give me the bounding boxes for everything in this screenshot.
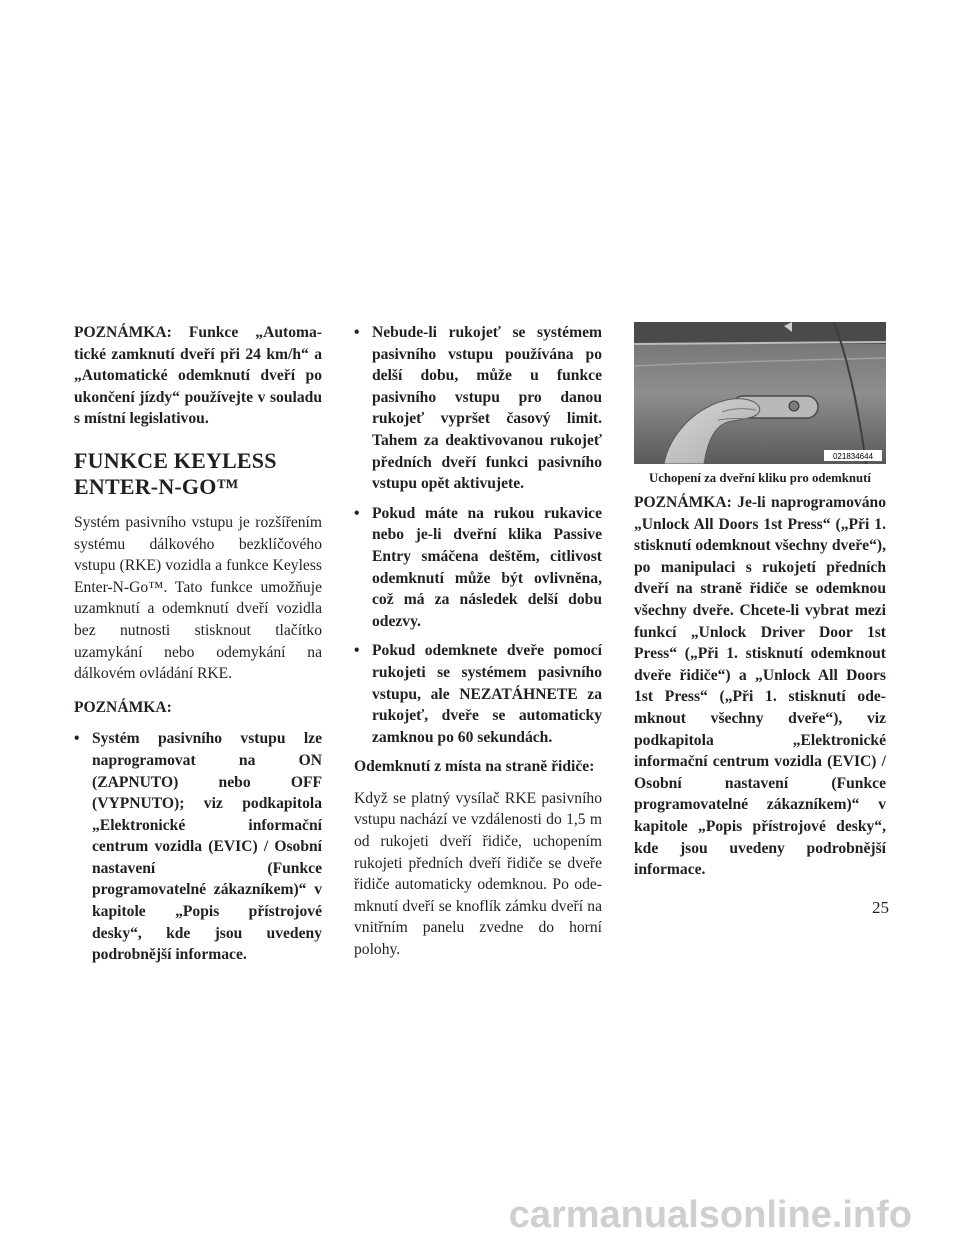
subheading-driver-unlock: Odemknutí z místa na straně řidiče: — [354, 758, 595, 776]
column-left — [74, 322, 322, 974]
door-handle-illustration-icon — [634, 322, 886, 464]
column-middle — [354, 322, 602, 961]
bullet-list-middle — [354, 322, 602, 748]
figure-code: 021834644 — [832, 452, 874, 461]
bullet-list-left — [74, 728, 322, 966]
watermark-text: carmanualsonline.info — [508, 1194, 912, 1236]
list-item: • Nebude-li rukojeť se systémem pasivního vstupu používána po delší dobu, může u funkce pasivního vstupu pro danou rukojeť vypršet časový limit. Tahem za deaktivovanou rukojeť předních dveří funkci pasivního vstupu opět aktivujete. — [354, 324, 602, 493]
figure-caption: Uchopení za dveřní kliku pro odemknutí — [649, 471, 871, 485]
note-auto-lock: POZNÁMKA: Funkce „Automatické zamknutí dveří při 24 km/h“ a „Automatické odemknutí dveří po ukončení jízdy“ používejte v souladu s místní legislativou. — [74, 324, 322, 428]
note-unlock-all-doors: POZNÁMKA: Je-li naprogramováno „Unlock All Doors 1st Press“ („Při 1. stisknutí odemknout všechny dveře“), po manipulaci s rukojetí předních dveří na straně řidiče se odemknou všechny dveře. Chcete-li vybrat mezi funkcí „Unlock Driver Door 1st Press“ („Při 1. stisknutí odemknout dveře řidiče“) a „Unlock All Doors 1st Press“ („Při 1. stisknutí odemknout všechny dveře“), viz podkapitola „Elektronické informační centrum vozidla (EVIC) / Osobní nastavení (Funkce programovatelné zákazníkem)“ v kapitole „Popis přístrojové desky“, kde jsou uvedeny podrobnější informace. — [634, 494, 886, 879]
section-heading-keyless: FUNKCE KEYLESS ENTER-N-GO™ — [74, 447, 277, 499]
paragraph-driver-unlock: Když se platný vysílač RKE pasivního vstupu nachází ve vzdálenosti do 1,5 m od rukojeti dveří řidiče, uchopením rukojeti předních dveří řidiče se dveře řidiče automaticky odemknou. Po odemknutí dveří se knoflík zámku dveří na vnitřním panelu zvedne do horní polohy. — [354, 789, 602, 959]
column-right — [634, 322, 886, 881]
bullet-icon: • — [74, 730, 80, 748]
bullet-icon: • — [354, 504, 360, 522]
door-handle-figure — [634, 322, 886, 464]
watermark — [0, 1192, 960, 1242]
paragraph-passive-entry: Systém pasivního vstupu je rozšířením systému dálkového bezklíčového vstupu (RKE) vozidla a funkce Keyless Enter-N-Go™. Tato funkce umožňuje uzamknutí a odemknutí dveří vozidla bez nutnosti stisknout tlačítko uzamykání nebo odemykání na dálkovém ovládání RKE. — [74, 513, 322, 683]
page-number: 25 — [872, 898, 889, 917]
list-item: • Pokud odemknete dveře pomocí rukojeti se systémem pasivního vstupu, ale NEZATÁHNETE za rukojeť, dveře se automaticky zamknou po 60 sekundách. — [354, 642, 602, 746]
note-label: POZNÁMKA: — [74, 698, 172, 716]
bullet-icon: • — [354, 324, 360, 341]
list-item: • Systém pasivního vstupu lze naprogramovat na ON (ZAPNUTO) nebo OFF (VYPNUTO); viz podkapitola „Elektronické informační centrum vozidla (EVIC) / Osobní nastavení (Funkce programovatelné zákazníkem)“ v kapitole „Popis přístrojové desky“, kde jsou uvedeny podrobnější informace. — [74, 730, 322, 964]
bullet-icon: • — [354, 642, 360, 660]
list-item: • Pokud máte na rukou rukavice nebo je-li dveřní klika Passive Entry smáčena deštěm, citlivost odemknutí může být ovlivněna, což má za následek delší dobu odezvy. — [354, 504, 602, 630]
